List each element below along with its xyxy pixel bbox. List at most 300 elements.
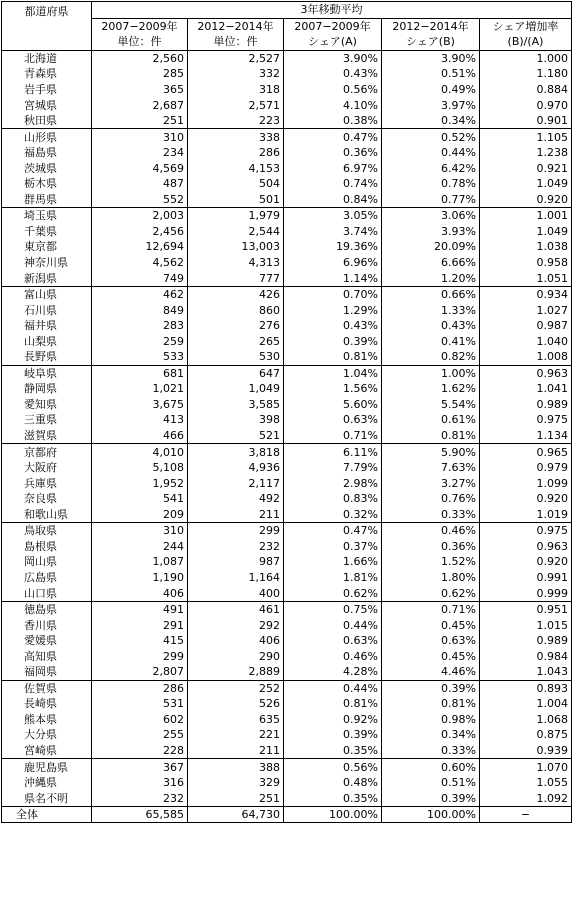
prefecture-cell: 山形県 — [2, 129, 92, 145]
count-2007-cell: 491 — [92, 601, 188, 617]
count-2012-cell: 232 — [188, 539, 284, 555]
share-growth-cell: 0.893 — [480, 680, 572, 696]
prefecture-cell: 熊本県 — [2, 712, 92, 728]
share-growth-cell: 0.984 — [480, 648, 572, 664]
count-2007-cell: 749 — [92, 270, 188, 286]
share-a-cell: 1.81% — [284, 570, 382, 586]
table-row — [2, 365, 572, 381]
count-2007-cell: 2,560 — [92, 50, 188, 66]
total-share-b-cell: 100.00% — [382, 806, 480, 823]
count-2007-cell: 552 — [92, 192, 188, 208]
table-row — [2, 680, 572, 696]
prefecture-cell: 和歌山県 — [2, 507, 92, 523]
table-row — [2, 539, 572, 555]
table-row — [2, 302, 572, 318]
share-a-cell: 0.36% — [284, 145, 382, 161]
share-growth-cell: 1.001 — [480, 208, 572, 224]
count-2007-cell: 1,021 — [92, 381, 188, 397]
share-b-cell: 6.66% — [382, 255, 480, 271]
share-b-cell: 7.63% — [382, 460, 480, 476]
share-b-cell: 0.44% — [382, 145, 480, 161]
prefecture-cell: 東京都 — [2, 239, 92, 255]
count-2007-cell: 365 — [92, 82, 188, 98]
count-2007-cell: 255 — [92, 727, 188, 743]
count-2007-cell: 4,569 — [92, 160, 188, 176]
table-row — [2, 648, 572, 664]
share-a-cell: 0.39% — [284, 333, 382, 349]
prefecture-cell: 静岡県 — [2, 381, 92, 397]
table-row — [2, 617, 572, 633]
count-2012-cell: 426 — [188, 286, 284, 302]
count-2007-cell: 4,010 — [92, 444, 188, 460]
count-2012-cell: 987 — [188, 554, 284, 570]
share-a-cell: 3.05% — [284, 208, 382, 224]
count-2012-cell: 4,153 — [188, 160, 284, 176]
count-2007-cell: 5,108 — [92, 460, 188, 476]
share-b-cell: 0.78% — [382, 176, 480, 192]
share-a-cell: 0.32% — [284, 507, 382, 523]
share-b-cell: 3.90% — [382, 50, 480, 66]
count-2012-cell: 2,571 — [188, 97, 284, 113]
count-2012-cell: 3,585 — [188, 397, 284, 413]
share-a-cell: 3.90% — [284, 50, 382, 66]
count-2007-cell: 283 — [92, 318, 188, 334]
prefecture-cell: 岩手県 — [2, 82, 92, 98]
share-growth-cell: 1.105 — [480, 129, 572, 145]
count-2007-cell: 2,687 — [92, 97, 188, 113]
count-2012-cell: 530 — [188, 349, 284, 365]
share-a-cell: 1.66% — [284, 554, 382, 570]
share-growth-cell: 0.975 — [480, 412, 572, 428]
count-2007-cell: 232 — [92, 790, 188, 806]
share-a-cell: 2.98% — [284, 475, 382, 491]
share-a-cell: 0.56% — [284, 759, 382, 775]
prefecture-cell: 香川県 — [2, 617, 92, 633]
prefecture-cell: 山梨県 — [2, 333, 92, 349]
prefecture-cell: 長崎県 — [2, 696, 92, 712]
count-2007-cell: 316 — [92, 775, 188, 791]
col-header-share-b-line2: シェア(B) — [382, 34, 480, 50]
count-2012-cell: 211 — [188, 743, 284, 759]
count-2012-cell: 251 — [188, 790, 284, 806]
table-row — [2, 712, 572, 728]
share-b-cell: 0.77% — [382, 192, 480, 208]
count-2012-cell: 329 — [188, 775, 284, 791]
count-2012-cell: 2,889 — [188, 664, 284, 680]
share-b-cell: 0.39% — [382, 790, 480, 806]
share-a-cell: 0.35% — [284, 790, 382, 806]
table-row — [2, 255, 572, 271]
count-2012-cell: 400 — [188, 585, 284, 601]
table-row — [2, 176, 572, 192]
share-growth-cell: 0.951 — [480, 601, 572, 617]
table-row — [2, 727, 572, 743]
share-growth-cell: 0.921 — [480, 160, 572, 176]
count-2012-cell: 290 — [188, 648, 284, 664]
share-growth-cell: 1.040 — [480, 333, 572, 349]
table-row — [2, 270, 572, 286]
table-row — [2, 333, 572, 349]
prefecture-cell: 長野県 — [2, 349, 92, 365]
prefecture-cell: 岡山県 — [2, 554, 92, 570]
table-row — [2, 239, 572, 255]
share-a-cell: 0.47% — [284, 129, 382, 145]
table-row — [2, 50, 572, 66]
share-a-cell: 7.79% — [284, 460, 382, 476]
col-header-share-b-line1: 2012−2014年 — [382, 18, 480, 34]
total-prefecture-cell: 全体 — [2, 806, 92, 823]
prefecture-cell: 広島県 — [2, 570, 92, 586]
share-b-cell: 3.27% — [382, 475, 480, 491]
prefecture-cell: 佐賀県 — [2, 680, 92, 696]
share-a-cell: 0.63% — [284, 633, 382, 649]
share-a-cell: 0.44% — [284, 680, 382, 696]
table-row — [2, 444, 572, 460]
count-2012-cell: 504 — [188, 176, 284, 192]
share-b-cell: 3.93% — [382, 224, 480, 240]
share-growth-cell: 1.027 — [480, 302, 572, 318]
table-row — [2, 208, 572, 224]
share-b-cell: 1.62% — [382, 381, 480, 397]
prefecture-cell: 滋賀県 — [2, 428, 92, 444]
col-header-count-2012-line1: 2012−2014年 — [188, 18, 284, 34]
share-a-cell: 1.14% — [284, 270, 382, 286]
share-b-cell: 0.51% — [382, 66, 480, 82]
table-row — [2, 145, 572, 161]
prefecture-cell: 福井県 — [2, 318, 92, 334]
share-growth-cell: 0.965 — [480, 444, 572, 460]
prefecture-cell: 神奈川県 — [2, 255, 92, 271]
share-a-cell: 0.38% — [284, 113, 382, 129]
prefecture-cell: 鳥取県 — [2, 523, 92, 539]
count-2012-cell: 318 — [188, 82, 284, 98]
table-body — [2, 50, 572, 823]
share-b-cell: 0.76% — [382, 491, 480, 507]
count-2007-cell: 2,807 — [92, 664, 188, 680]
count-2012-cell: 2,117 — [188, 475, 284, 491]
count-2012-cell: 223 — [188, 113, 284, 129]
count-2007-cell: 12,694 — [92, 239, 188, 255]
count-2012-cell: 2,527 — [188, 50, 284, 66]
table-row — [2, 790, 572, 806]
count-2007-cell: 310 — [92, 523, 188, 539]
prefecture-cell: 宮崎県 — [2, 743, 92, 759]
prefecture-column-header: 都道府県 — [2, 2, 92, 51]
count-2007-cell: 291 — [92, 617, 188, 633]
prefecture-cell: 青森県 — [2, 66, 92, 82]
share-growth-cell: 1.019 — [480, 507, 572, 523]
share-a-cell: 0.81% — [284, 696, 382, 712]
prefecture-cell: 新潟県 — [2, 270, 92, 286]
count-2012-cell: 526 — [188, 696, 284, 712]
count-2007-cell: 602 — [92, 712, 188, 728]
share-growth-cell: 1.092 — [480, 790, 572, 806]
count-2012-cell: 276 — [188, 318, 284, 334]
table-row — [2, 491, 572, 507]
count-2007-cell: 1,190 — [92, 570, 188, 586]
count-2007-cell: 533 — [92, 349, 188, 365]
count-2012-cell: 3,818 — [188, 444, 284, 460]
count-2012-cell: 777 — [188, 270, 284, 286]
count-2012-cell: 398 — [188, 412, 284, 428]
share-a-cell: 0.48% — [284, 775, 382, 791]
count-2007-cell: 531 — [92, 696, 188, 712]
count-2007-cell: 299 — [92, 648, 188, 664]
share-b-cell: 6.42% — [382, 160, 480, 176]
count-2012-cell: 406 — [188, 633, 284, 649]
count-2007-cell: 2,456 — [92, 224, 188, 240]
count-2012-cell: 2,544 — [188, 224, 284, 240]
share-b-cell: 0.82% — [382, 349, 480, 365]
share-a-cell: 0.71% — [284, 428, 382, 444]
share-a-cell: 0.74% — [284, 176, 382, 192]
count-2012-cell: 1,049 — [188, 381, 284, 397]
share-b-cell: 1.33% — [382, 302, 480, 318]
count-2007-cell: 367 — [92, 759, 188, 775]
prefecture-cell: 県名不明 — [2, 790, 92, 806]
count-2007-cell: 1,087 — [92, 554, 188, 570]
share-growth-cell: 0.934 — [480, 286, 572, 302]
table-row — [2, 460, 572, 476]
prefecture-cell: 茨城県 — [2, 160, 92, 176]
share-growth-cell: 0.958 — [480, 255, 572, 271]
share-a-cell: 0.39% — [284, 727, 382, 743]
count-2012-cell: 388 — [188, 759, 284, 775]
prefecture-cell: 鹿児島県 — [2, 759, 92, 775]
share-growth-cell: 0.991 — [480, 570, 572, 586]
count-2007-cell: 487 — [92, 176, 188, 192]
count-2012-cell: 4,313 — [188, 255, 284, 271]
share-b-cell: 0.61% — [382, 412, 480, 428]
count-2007-cell: 1,952 — [92, 475, 188, 491]
share-b-cell: 1.20% — [382, 270, 480, 286]
share-growth-cell: 1.134 — [480, 428, 572, 444]
share-b-cell: 0.60% — [382, 759, 480, 775]
share-b-cell: 0.98% — [382, 712, 480, 728]
share-growth-cell: 0.963 — [480, 365, 572, 381]
count-2007-cell: 2,003 — [92, 208, 188, 224]
prefecture-cell: 宮城県 — [2, 97, 92, 113]
table-row — [2, 585, 572, 601]
count-2012-cell: 647 — [188, 365, 284, 381]
share-a-cell: 6.11% — [284, 444, 382, 460]
share-growth-cell: 0.979 — [480, 460, 572, 476]
share-growth-cell: 0.884 — [480, 82, 572, 98]
count-2007-cell: 3,675 — [92, 397, 188, 413]
share-growth-cell: 1.004 — [480, 696, 572, 712]
header-row-group — [2, 2, 572, 19]
share-growth-cell: 1.180 — [480, 66, 572, 82]
moving-average-group-header: 3年移動平均 — [92, 2, 572, 19]
col-header-share-growth-line2: (B)/(A) — [480, 34, 572, 50]
share-b-cell: 0.33% — [382, 743, 480, 759]
table-row — [2, 633, 572, 649]
share-b-cell: 0.81% — [382, 696, 480, 712]
count-2012-cell: 860 — [188, 302, 284, 318]
count-2007-cell: 466 — [92, 428, 188, 444]
share-a-cell: 0.47% — [284, 523, 382, 539]
count-2007-cell: 681 — [92, 365, 188, 381]
share-b-cell: 0.81% — [382, 428, 480, 444]
share-growth-cell: 0.920 — [480, 554, 572, 570]
prefecture-cell: 山口県 — [2, 585, 92, 601]
share-b-cell: 1.00% — [382, 365, 480, 381]
col-header-count-2007-line1: 2007−2009年 — [92, 18, 188, 34]
share-growth-cell: 1.055 — [480, 775, 572, 791]
share-growth-cell: 1.008 — [480, 349, 572, 365]
share-growth-cell: 1.049 — [480, 224, 572, 240]
prefecture-cell: 徳島県 — [2, 601, 92, 617]
share-growth-cell: 1.043 — [480, 664, 572, 680]
share-growth-cell: 0.989 — [480, 397, 572, 413]
table-row — [2, 397, 572, 413]
share-a-cell: 0.43% — [284, 66, 382, 82]
count-2012-cell: 292 — [188, 617, 284, 633]
share-a-cell: 0.75% — [284, 601, 382, 617]
count-2012-cell: 252 — [188, 680, 284, 696]
table-row — [2, 160, 572, 176]
count-2007-cell: 310 — [92, 129, 188, 145]
table-row — [2, 475, 572, 491]
share-a-cell: 1.56% — [284, 381, 382, 397]
table-row — [2, 113, 572, 129]
share-b-cell: 0.66% — [382, 286, 480, 302]
count-2007-cell: 413 — [92, 412, 188, 428]
share-b-cell: 3.97% — [382, 97, 480, 113]
share-growth-cell: 1.038 — [480, 239, 572, 255]
share-a-cell: 1.29% — [284, 302, 382, 318]
share-a-cell: 0.92% — [284, 712, 382, 728]
share-b-cell: 0.71% — [382, 601, 480, 617]
table-row — [2, 97, 572, 113]
share-growth-cell: 0.989 — [480, 633, 572, 649]
share-b-cell: 0.36% — [382, 539, 480, 555]
prefecture-cell: 岐阜県 — [2, 365, 92, 381]
share-a-cell: 19.36% — [284, 239, 382, 255]
count-2012-cell: 461 — [188, 601, 284, 617]
share-b-cell: 20.09% — [382, 239, 480, 255]
prefecture-cell: 島根県 — [2, 539, 92, 555]
prefecture-cell: 北海道 — [2, 50, 92, 66]
share-a-cell: 0.43% — [284, 318, 382, 334]
share-a-cell: 0.56% — [284, 82, 382, 98]
share-b-cell: 0.45% — [382, 617, 480, 633]
share-a-cell: 4.10% — [284, 97, 382, 113]
prefecture-cell: 京都府 — [2, 444, 92, 460]
table-row — [2, 775, 572, 791]
share-growth-cell: 0.970 — [480, 97, 572, 113]
share-growth-cell: 0.920 — [480, 491, 572, 507]
total-share-growth-cell: − — [480, 806, 572, 823]
count-2007-cell: 415 — [92, 633, 188, 649]
share-a-cell: 0.44% — [284, 617, 382, 633]
table-row — [2, 224, 572, 240]
share-b-cell: 1.80% — [382, 570, 480, 586]
count-2007-cell: 286 — [92, 680, 188, 696]
table-row — [2, 696, 572, 712]
total-count-2012-cell: 64,730 — [188, 806, 284, 823]
share-a-cell: 0.81% — [284, 349, 382, 365]
prefecture-statistics-table — [1, 1, 572, 823]
count-2012-cell: 4,936 — [188, 460, 284, 476]
table-row — [2, 570, 572, 586]
table-row — [2, 318, 572, 334]
count-2012-cell: 211 — [188, 507, 284, 523]
prefecture-cell: 福島県 — [2, 145, 92, 161]
count-2012-cell: 265 — [188, 333, 284, 349]
count-2012-cell: 1,979 — [188, 208, 284, 224]
share-growth-cell: 1.041 — [480, 381, 572, 397]
share-a-cell: 1.04% — [284, 365, 382, 381]
count-2012-cell: 635 — [188, 712, 284, 728]
share-b-cell: 0.46% — [382, 523, 480, 539]
count-2012-cell: 338 — [188, 129, 284, 145]
count-2012-cell: 521 — [188, 428, 284, 444]
prefecture-cell: 千葉県 — [2, 224, 92, 240]
table-row — [2, 743, 572, 759]
count-2007-cell: 285 — [92, 66, 188, 82]
share-a-cell: 0.37% — [284, 539, 382, 555]
table-row — [2, 192, 572, 208]
share-b-cell: 0.52% — [382, 129, 480, 145]
share-b-cell: 0.63% — [382, 633, 480, 649]
share-b-cell: 0.45% — [382, 648, 480, 664]
table-row — [2, 129, 572, 145]
share-a-cell: 3.74% — [284, 224, 382, 240]
share-b-cell: 0.41% — [382, 333, 480, 349]
col-header-count-2012-line2: 単位：件 — [188, 34, 284, 50]
total-share-a-cell: 100.00% — [284, 806, 382, 823]
prefecture-cell: 大分県 — [2, 727, 92, 743]
table-row — [2, 523, 572, 539]
table-row — [2, 286, 572, 302]
share-growth-cell: 1.000 — [480, 50, 572, 66]
table-row — [2, 507, 572, 523]
count-2007-cell: 849 — [92, 302, 188, 318]
share-growth-cell: 0.975 — [480, 523, 572, 539]
count-2007-cell: 244 — [92, 539, 188, 555]
share-a-cell: 0.35% — [284, 743, 382, 759]
count-2012-cell: 299 — [188, 523, 284, 539]
share-a-cell: 0.70% — [284, 286, 382, 302]
prefecture-cell: 群馬県 — [2, 192, 92, 208]
share-growth-cell: 0.875 — [480, 727, 572, 743]
prefecture-cell: 埼玉県 — [2, 208, 92, 224]
share-b-cell: 3.06% — [382, 208, 480, 224]
share-growth-cell: 0.939 — [480, 743, 572, 759]
table-row — [2, 759, 572, 775]
count-2007-cell: 4,562 — [92, 255, 188, 271]
share-b-cell: 0.62% — [382, 585, 480, 601]
count-2007-cell: 541 — [92, 491, 188, 507]
share-a-cell: 0.63% — [284, 412, 382, 428]
share-growth-cell: 1.051 — [480, 270, 572, 286]
share-b-cell: 0.39% — [382, 680, 480, 696]
count-2007-cell: 228 — [92, 743, 188, 759]
table-row — [2, 82, 572, 98]
col-header-share-growth-line1: シェア増加率 — [480, 18, 572, 34]
share-a-cell: 0.62% — [284, 585, 382, 601]
share-growth-cell: 1.049 — [480, 176, 572, 192]
count-2012-cell: 221 — [188, 727, 284, 743]
prefecture-cell: 大阪府 — [2, 460, 92, 476]
share-b-cell: 0.34% — [382, 113, 480, 129]
share-growth-cell: 1.068 — [480, 712, 572, 728]
share-growth-cell: 1.238 — [480, 145, 572, 161]
share-growth-cell: 0.920 — [480, 192, 572, 208]
col-header-count-2007-line2: 単位：件 — [92, 34, 188, 50]
prefecture-cell: 愛知県 — [2, 397, 92, 413]
